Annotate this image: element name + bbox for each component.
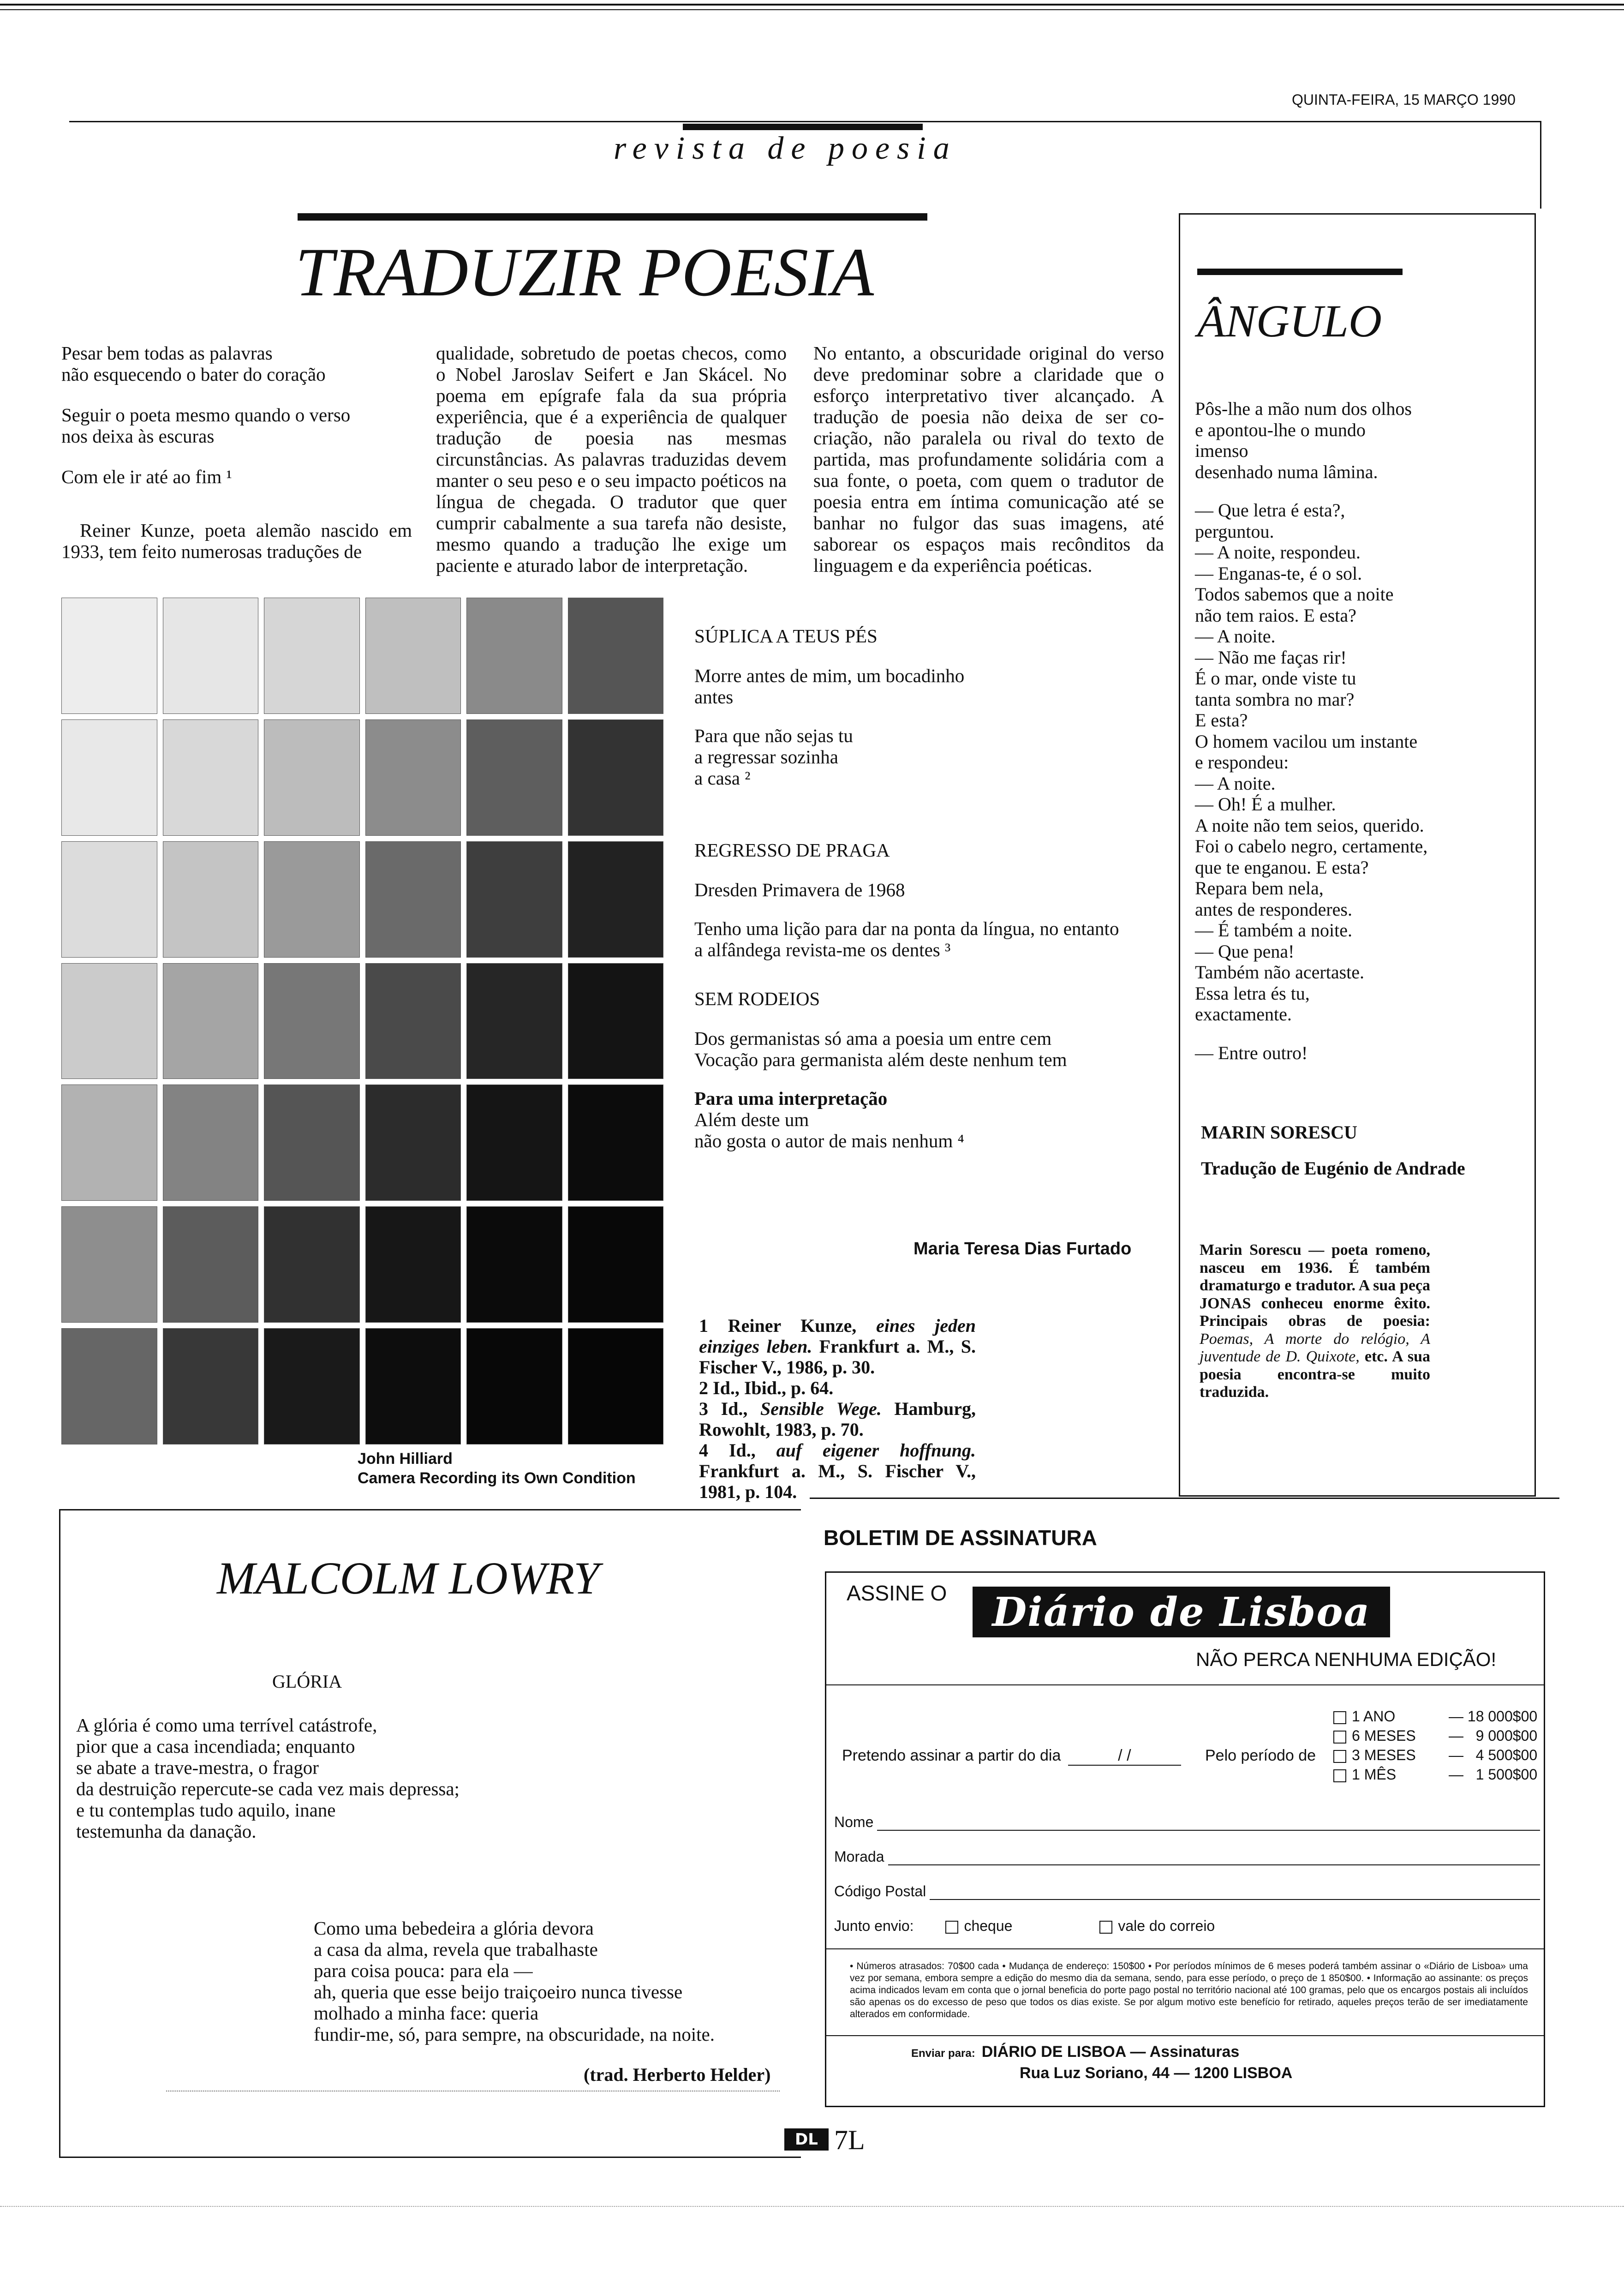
form-divider [826, 1948, 1544, 1949]
small-print: • Números atrasados: 70$00 cada • Mudança de endereço: 150$00 • Por períodos mínimos de 6 meses poderá também assinar o «Diário de Lisboa» uma vez por semana, embora sempre a edição do mesmo dia da semana, sendo, para esse período, o preço de 1 850$00. • Informação ao assinante: os preços acima indicados levam em conta que o jornal beneficia do porte pago postal no território nacional até 100 gramas, pelo que os encargos postais ali incluídos são apenas os do excesso de peso que todos os dias existe. Se por algum motivo este benefício for retirado, aqueles preços terão de ser imediatamente alterados em conformidade. [850, 1961, 1528, 2019]
kunze-poems [694, 625, 1156, 1151]
poem3-title: SEM RODEIOS [694, 988, 820, 1009]
form-divider-2 [826, 2035, 1544, 2036]
address-field[interactable]: Morada [834, 1848, 1540, 1865]
kunze-author: Maria Teresa Dias Furtado [914, 1239, 1132, 1258]
epigraph-2: Seguir o poeta mesmo quando o verso nos deixa às escuras [61, 404, 351, 447]
angulo-stanza2: — Que letra é esta?, perguntou. — A noite, respondeu. — Enganas-te, é o sol. Todos sabemos que a noite não tem raios. E esta? — A noite. — Não me faças rir! É o mar, onde viste tu tanta sombra no mar? E esta? O homem vacilou um instante e respondeu: — A noite. — Oh! É a mulher. A noite não tem seios, querido. Foi o cabelo negro, certamente, que te enganou. E esta? Repara bem nela, antes de responderes. — É também a noite. — Que pena! Também não acertaste. Essa letra és tu, exactamente. [1195, 500, 1428, 1025]
angulo-stanza1: Pôs-lhe a mão num dos olhos e apontou-lhe o mundo imenso desenhado numa lâmina. [1195, 398, 1412, 482]
lowry-poem-title: GLÓRIA [272, 1671, 342, 1692]
angulo-translator: Tradução de Eugénio de Andrade [1201, 1158, 1465, 1179]
lowry-credit: (trad. Herberto Helder) [584, 2064, 771, 2085]
poem1-stanza1: Morre antes de mim, um bocadinho antes [694, 665, 965, 707]
subscription-heading: BOLETIM DE ASSINATURA [824, 1526, 1097, 1550]
period-options [1333, 1707, 1537, 1784]
poem3-stanza1: Dos germanistas só ama a poesia um entre cem Vocação para germanista além deste nenhum tem [694, 1028, 1067, 1070]
footnotes [699, 1315, 976, 1502]
header-date: QUINTA-FEIRA, 15 MARÇO 1990 [1292, 91, 1516, 108]
option-1-mes[interactable]: 1 MÊS — 1 500$00 [1333, 1765, 1537, 1784]
assine-label: ASSINE O [847, 1581, 947, 1605]
start-date-label: Pretendo assinar a partir do dia / / [842, 1747, 1181, 1766]
top-rule-thin [0, 9, 1624, 10]
footer-logo: DL [784, 2128, 829, 2151]
subscription-slogan: NÃO PERCA NENHUMA EDIÇÃO! [1196, 1648, 1497, 1670]
lowry-stanza1: A glória é como uma terrível catástrofe, pior que a casa incendiada; enquanto se abate a trave-mestra, o fragor da destruição repercute-se cada vez mais depressa; e tu contemplas tudo aquilo, inane testemunha da danação. [76, 1714, 460, 1842]
checkbox-1-mes [1333, 1769, 1346, 1782]
epigraph-1: Pesar bem todas as palavras não esquecendo o bater do coração [61, 342, 326, 385]
option-6-meses[interactable]: 6 MESES — 9 000$00 [1333, 1726, 1537, 1745]
name-field[interactable]: Nome [834, 1814, 1540, 1831]
page-number: 7L [834, 2125, 865, 2155]
angulo-bio: Marin Sorescu — poeta romeno, nasceu em 1936. É também dramaturgo e tradutor. A sua peça JONAS conheceu enorme êxito. Principais obras de poesia: Poemas, A morte do relógio, A juventude de D. Quixote, etc. A sua poesia encontra-se muito traduzida. [1200, 1241, 1431, 1401]
send-to: Enviar para: DIÁRIO DE LISBOA — Assinaturas Rua Luz Soriano, 44 — 1200 LISBOA [911, 2043, 1293, 2082]
column-2: qualidade, sobretudo de poetas checos, como o Nobel Jaroslav Seifert e Jan Skácel. No poema em epígrafe fala da sua própria experiência, que é a experiência de qualquer tradução de poesia nas mesmas circunstâncias. As palavras traduzidas devem manter o seu peso e o seu impacto poéticos na língua de chegada. O tradutor que quer cumprir cabalmente a sua tarefa não desiste, mesmo quando a tradução lhe exige um paciente e aturado labor de interpretação. [436, 342, 787, 576]
cheque-option[interactable]: cheque [945, 1917, 1012, 1934]
main-title: TRADUZIR POESIA [295, 234, 874, 311]
poem1-title: SÚPLICA A TEUS PÉS [694, 625, 878, 647]
checkbox-6-meses [1333, 1731, 1346, 1744]
photo-caption: John Hilliard Camera Recording its Own Condition [358, 1450, 636, 1487]
lowry-title: MALCOLM LOWRY [217, 1552, 599, 1604]
diario-logo: Diário de Lisboa [973, 1587, 1390, 1637]
angulo-author: MARIN SORESCU [1201, 1122, 1357, 1143]
option-1-ano[interactable]: 1 ANO — 18 000$00 [1333, 1707, 1537, 1726]
section-bar [683, 124, 923, 130]
section-title: revista de poesia [614, 131, 957, 166]
period-label: Pelo período de [1205, 1747, 1316, 1764]
poem1-stanza2: Para que não sejas tu a regressar sozinha a casa ² [694, 725, 853, 789]
top-rule [0, 4, 1624, 6]
note-2: 2 Id., Ibid., p. 64. [699, 1378, 834, 1398]
subscription-divider [826, 1684, 1544, 1685]
column-1 [61, 342, 412, 562]
epigraph-3: Com ele ir até ao fim ¹ [61, 466, 232, 487]
header-rule-right [1540, 121, 1541, 209]
photo-camera-grid [61, 598, 663, 1444]
subscription-top-rule [810, 1498, 1559, 1499]
column-3: No entanto, a obscuridade original do verso deve predominar sobre a claridade que o esforço interpretativo tiver alcançado. A tradução de poesia não deixa de ser co-criação, não paralela ou rival do texto de partida, mas profundamente solidária com a sua fonte, o poeta, com quem o tradutor de poesia entra em íntima comunicação até se banhar no fulgor das suas imagens, até saborear os espaços mais recônditos da linguagem e da experiência poéticas. [813, 342, 1164, 576]
poem2-stanza2: Tenho uma lição para dar na ponta da língua, no entanto a alfândega revista-me os dentes ³ [694, 918, 1119, 960]
header-rule [69, 121, 1541, 122]
send-row: Junto envio: cheque vale do correio [834, 1917, 1215, 1934]
col1-paragraph: Reiner Kunze, poeta alemão nascido em 1933, tem feito numerosas traduções de [61, 520, 412, 562]
note-3: 3 Id., Sensible Wege. Hamburg, Rowohlt, 1983, p. 70. [699, 1398, 976, 1440]
checkbox-1-ano [1333, 1711, 1346, 1724]
angulo-stanza3: — Entre outro! [1195, 1042, 1308, 1063]
lowry-stanza2: Como uma bebedeira a glória devora a casa da alma, revela que trabalhaste para coisa pouca: para ela — ah, queria que esse beijo traiçoeiro nunca tivesse molhado a minha face: queria fundir-me, só, para sempre, na obscuridade, na noite. [314, 1917, 715, 2045]
start-date-field[interactable]: / / [1068, 1747, 1181, 1766]
option-3-meses[interactable]: 3 MESES — 4 500$00 [1333, 1745, 1537, 1765]
angulo-poem [1195, 398, 1518, 1063]
postal-field[interactable]: Código Postal [834, 1883, 1540, 1900]
vale-option[interactable]: vale do correio [1099, 1917, 1215, 1934]
poem3-stanza2: Para uma interpretação Além deste um não gosta o autor de mais nenhum ⁴ [694, 1088, 964, 1151]
poem2-title: REGRESSO DE PRAGA [694, 839, 890, 861]
note-4: 4 Id., auf eigener hoffnung. Frankfurt a. M., S. Fischer V., 1981, p. 104. [699, 1440, 976, 1502]
note-1: 1 Reiner Kunze, eines jeden einziges leben. Frankfurt a. M., S. Fischer V., 1986, p. 30. [699, 1315, 976, 1378]
title-bar [298, 213, 927, 221]
angulo-bar [1197, 269, 1403, 275]
poem2-stanza1: Dresden Primavera de 1968 [694, 879, 905, 900]
bottom-dotted [0, 2206, 1624, 2207]
angulo-title: ÂNGULO [1197, 295, 1382, 347]
checkbox-3-meses [1333, 1750, 1346, 1763]
